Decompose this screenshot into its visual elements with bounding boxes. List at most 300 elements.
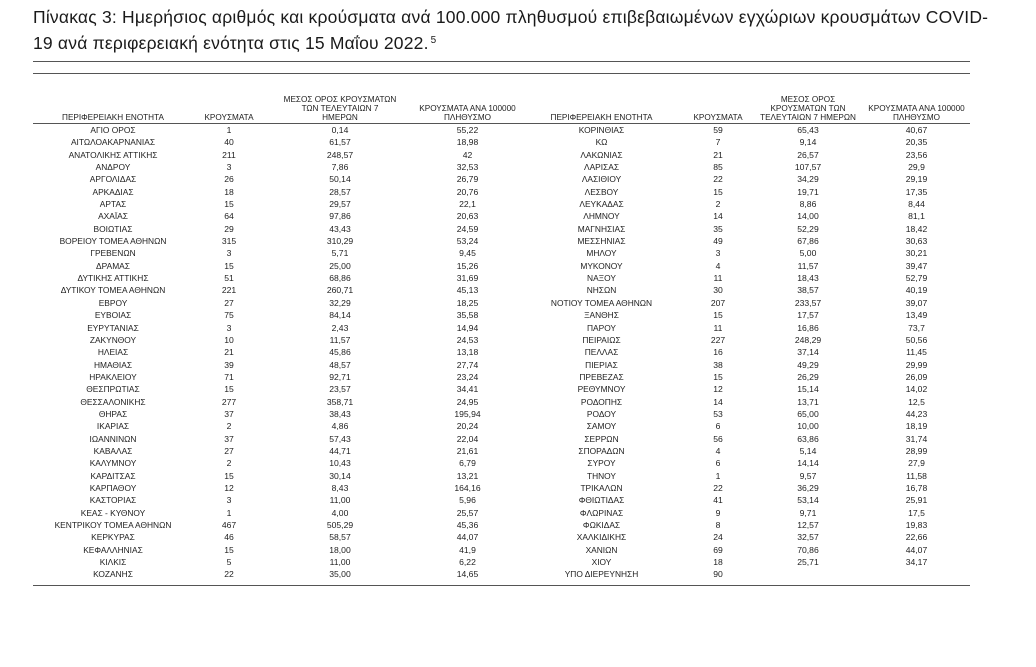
cell-cases-right: 227	[710, 334, 726, 345]
cell-avg7-right: 32,57	[797, 532, 819, 543]
cell-per100k-left: 44,07	[456, 532, 479, 543]
cell-cases-right: 3	[715, 248, 721, 259]
cell-cases-right: 8	[715, 520, 721, 530]
cell-region-left: ΙΚΑΡΙΑΣ	[96, 421, 130, 432]
cell-cases-right: 4	[715, 260, 721, 271]
cell-cases-left: 12	[224, 482, 234, 493]
cell-region-right: ΠΙΕΡΙΑΣ	[585, 359, 618, 370]
cell-avg7-left: 0,14	[331, 125, 349, 135]
cell-cases-right: 11	[713, 322, 723, 333]
cell-per100k-left: 42	[462, 149, 473, 160]
cell-cases-right: 38	[713, 359, 723, 370]
cell-cases-left: 37	[224, 408, 234, 419]
cell-cases-right: 15	[713, 186, 723, 197]
cell-avg7-left: 45,86	[329, 347, 351, 358]
cell-per100k-left: 22,1	[459, 199, 476, 210]
header-avg7-right: ΜΕΣΟΣ ΟΡΟΣ ΚΡΟΥΣΜΑΤΩΝ ΤΩΝ ΤΕΛΕΥΤΑΙΩΝ 7 ΗΜΕΡΩΝ	[753, 95, 863, 124]
cell-cases-left: 18	[224, 186, 234, 197]
cell-per100k-left: 31,69	[456, 273, 479, 284]
table-row	[33, 371, 970, 383]
cell-per100k-left: 20,24	[456, 421, 479, 432]
cell-region-left: ΚΕΦΑΛΛΗΝΙΑΣ	[83, 544, 143, 555]
cell-avg7-right: 26,29	[797, 371, 819, 382]
cell-region-left: ΕΒΡΟΥ	[98, 297, 128, 308]
cell-region-right: ΡΟΔΟΥ	[586, 408, 617, 419]
cell-avg7-right: 8,86	[799, 199, 817, 210]
cell-per100k-left: 13,21	[456, 470, 479, 481]
cell-cases-right: 85	[713, 162, 723, 173]
cell-avg7-right: 67,86	[797, 236, 819, 247]
cell-avg7-right	[753, 568, 863, 580]
cell-avg7-left: 248,57	[326, 149, 354, 160]
cell-cases-left: 27	[224, 297, 234, 308]
cell-avg7-left: 5,71	[331, 248, 349, 259]
cell-cases-right: 24	[713, 532, 723, 543]
cell-per100k-right: 18,42	[905, 223, 928, 234]
cell-cases-right: 6	[715, 458, 721, 469]
cell-cases-left: 15	[224, 260, 234, 271]
cell-cases-right: 21	[713, 149, 723, 160]
cell-region-left: ΔΡΑΜΑΣ	[96, 260, 130, 271]
cell-avg7-left: 310,29	[326, 236, 354, 247]
cell-cases-right: 53	[713, 408, 723, 419]
cell-cases-right: 1	[715, 470, 721, 481]
cell-per100k-right: 50,56	[905, 334, 928, 345]
cell-region-left: ΑΧΑΪΑΣ	[98, 211, 128, 222]
cell-cases-left: 3	[226, 162, 232, 173]
table-row	[33, 124, 970, 137]
cell-cases-right: 35	[713, 223, 723, 234]
cell-per100k-left: 14,65	[456, 569, 479, 580]
cell-per100k-left: 14,94	[456, 322, 479, 333]
cell-region-left: ΑΝΑΤΟΛΙΚΗΣ ΑΤΤΙΚΗΣ	[68, 149, 158, 160]
cell-per100k-right: 31,74	[905, 433, 928, 444]
cell-avg7-right: 12,57	[797, 520, 819, 530]
cell-region-right: ΣΥΡΟΥ	[587, 458, 616, 469]
table-row	[33, 482, 970, 494]
table-row	[33, 309, 970, 321]
cell-avg7-right: 248,29	[794, 334, 822, 345]
table-header-row	[33, 95, 970, 124]
cell-avg7-right: 53,14	[797, 495, 819, 506]
cell-avg7-right: 49,29	[797, 359, 819, 370]
cell-region-right: ΜΑΓΝΗΣΙΑΣ	[577, 223, 626, 234]
cell-region-right: ΚΩ	[595, 137, 608, 148]
cell-cases-left: 221	[221, 285, 237, 296]
cell-avg7-left: 58,57	[329, 532, 351, 543]
cell-region-left: ΚΑΒΑΛΑΣ	[93, 445, 133, 456]
cell-region-right: ΤΡΙΚΑΛΩΝ	[580, 482, 623, 493]
cell-region-left: ΗΛΕΙΑΣ	[97, 347, 129, 358]
cell-avg7-left: 97,86	[329, 211, 351, 222]
cell-per100k-right: 52,79	[905, 273, 928, 284]
cell-cases-right: 22	[713, 482, 723, 493]
cell-cases-left: 467	[221, 520, 237, 530]
cell-region-right: ΧΑΝΙΩΝ	[585, 544, 618, 555]
footnote-marker: 5	[430, 35, 437, 46]
cell-per100k-left: 24,95	[456, 396, 479, 407]
cell-region-left: ΕΥΡΥΤΑΝΙΑΣ	[87, 322, 139, 333]
cell-cases-left: 39	[224, 359, 234, 370]
table-row	[33, 235, 970, 247]
cell-avg7-left: 38,43	[329, 408, 351, 419]
cell-cases-right: 22	[713, 174, 723, 185]
cell-avg7-left: 4,86	[331, 421, 349, 432]
cell-region-right: ΦΘΙΩΤΙΔΑΣ	[578, 495, 625, 506]
cell-cases-right: 11	[713, 273, 723, 284]
cell-region-right: ΣΠΟΡΑΔΩΝ	[578, 445, 625, 456]
table-row	[33, 260, 970, 272]
cell-region-right: ΠΡΕΒΕΖΑΣ	[579, 371, 624, 382]
cell-avg7-right: 9,57	[799, 470, 817, 481]
cell-cases-right: 7	[715, 137, 721, 148]
cell-region-left: ΚΕΝΤΡΙΚΟΥ ΤΟΜΕΑ ΑΘΗΝΩΝ	[54, 520, 172, 530]
cell-cases-left: 315	[221, 236, 237, 247]
cell-region-right: ΜΗΛΟΥ	[586, 248, 617, 259]
table-row	[33, 445, 970, 457]
cell-cases-right: 15	[713, 371, 723, 382]
cell-avg7-right: 233,57	[794, 297, 822, 308]
cell-per100k-left: 9,45	[459, 248, 476, 259]
cell-region-right: ΝΑΞΟΥ	[587, 273, 616, 284]
cell-region-left: ΒΟΙΩΤΙΑΣ	[93, 223, 133, 234]
cell-per100k-left: 164,16	[454, 482, 481, 493]
cell-cases-left: 2	[226, 458, 232, 469]
cell-per100k-left: 24,53	[456, 334, 479, 345]
cell-region-right: ΣΕΡΡΩΝ	[584, 433, 619, 444]
cell-per100k-right: 13,49	[905, 310, 928, 321]
cell-region-left: ΔΥΤΙΚΗΣ ΑΤΤΙΚΗΣ	[77, 273, 149, 284]
cell-region-right: ΠΕΛΛΑΣ	[584, 347, 619, 358]
cell-per100k-right: 29,19	[905, 174, 928, 185]
cell-cases-left: 26	[224, 174, 234, 185]
cell-region-left: ΚΑΛΥΜΝΟΥ	[89, 458, 137, 469]
cell-region-right: ΧΑΛΚΙΔΙΚΗΣ	[576, 532, 627, 543]
cell-cases-right: 15	[713, 310, 723, 321]
cell-avg7-right: 52,29	[797, 223, 819, 234]
header-region-right: ΠΕΡΙΦΕΡΕΙΑΚΗ ΕΝΟΤΗΤΑ	[520, 95, 683, 124]
cell-region-left: ΚΕΑΣ - ΚΥΘΝΟΥ	[80, 507, 146, 518]
cell-avg7-left: 50,14	[329, 174, 351, 185]
cell-region-left: ΓΡΕΒΕΝΩΝ	[90, 248, 136, 259]
cell-avg7-right: 16,86	[797, 322, 819, 333]
cell-avg7-right: 107,57	[794, 162, 822, 173]
cell-cases-right: 41	[713, 495, 723, 506]
cell-cases-left: 5	[226, 557, 232, 568]
cell-per100k-left: 27,74	[456, 359, 479, 370]
cell-region-right: ΛΑΚΩΝΙΑΣ	[580, 149, 623, 160]
cell-avg7-right: 9,14	[799, 137, 817, 148]
cell-cases-right: 14	[713, 211, 723, 222]
cell-cases-right: 90	[713, 569, 723, 580]
cell-region-right: ΡΕΘΥΜΝΟΥ	[577, 384, 626, 395]
table-row	[33, 223, 970, 235]
cell-cases-left: 15	[224, 470, 234, 481]
caption-text: Πίνακας 3: Ημερήσιος αριθμός και κρούσματα ανά 100.000 πληθυσμού επιβεβαιωμένων εγχώριων κρουσμάτων COVID-19 ανά περιφερειακή ενότητα στις 15 Μαΐου 2022.	[33, 7, 989, 53]
cell-avg7-left: 29,57	[329, 199, 351, 210]
cell-avg7-right: 19,71	[797, 186, 819, 197]
cell-avg7-right: 14,14	[797, 458, 819, 469]
cell-avg7-right: 26,57	[797, 149, 819, 160]
cell-region-left: ΒΟΡΕΙΟΥ ΤΟΜΕΑ ΑΘΗΝΩΝ	[59, 236, 167, 247]
cell-region-right: ΣΑΜΟΥ	[586, 421, 617, 432]
cell-per100k-left: 13,18	[456, 347, 479, 358]
cell-per100k-right: 8,44	[908, 199, 925, 210]
table-row	[33, 408, 970, 420]
cell-avg7-right: 5,14	[799, 445, 817, 456]
cell-region-left: ΚΑΡΔΙΤΣΑΣ	[90, 470, 136, 481]
cell-region-right: ΤΗΝΟΥ	[586, 470, 617, 481]
cell-per100k-right: 19,83	[905, 520, 928, 530]
cell-cases-right: 16	[713, 347, 723, 358]
cell-region-right: ΧΙΟΥ	[591, 557, 612, 568]
table-row	[33, 136, 970, 148]
cell-per100k-left: 195,94	[454, 408, 481, 419]
cell-cases-left: 3	[226, 322, 232, 333]
cell-avg7-right: 11,57	[797, 260, 819, 271]
cell-avg7-left: 11,00	[329, 557, 351, 568]
cell-per100k-right: 30,21	[905, 248, 928, 259]
cell-avg7-left: 25,00	[329, 260, 351, 271]
cell-per100k-left: 15,26	[456, 260, 479, 271]
cell-cases-left: 15	[224, 544, 234, 555]
cell-avg7-right: 65,00	[797, 408, 819, 419]
cell-per100k-right: 14,02	[905, 384, 928, 395]
cell-per100k-right: 11,45	[906, 347, 927, 358]
cell-cases-left: 211	[222, 149, 236, 160]
cell-region-left: ΙΩΑΝΝΙΝΩΝ	[89, 433, 137, 444]
cell-cases-right: 30	[713, 285, 723, 296]
cell-region-left: ΘΗΡΑΣ	[98, 408, 128, 419]
cell-per100k-right: 44,23	[905, 408, 928, 419]
cell-per100k-left: 25,57	[456, 507, 479, 518]
cell-per100k-right: 30,63	[905, 236, 928, 247]
cell-per100k-left: 5,96	[459, 495, 476, 506]
cell-region-right: ΦΛΩΡΙΝΑΣ	[579, 507, 624, 518]
table-row	[33, 198, 970, 210]
cell-cases-right: 59	[713, 125, 723, 135]
table-row	[33, 420, 970, 432]
cell-cases-right: 4	[715, 445, 721, 456]
cell-per100k-left: 23,24	[456, 371, 479, 382]
cell-region-right: ΛΑΡΙΣΑΣ	[583, 162, 620, 173]
cell-per100k-right: 44,07	[905, 544, 928, 555]
cell-cases-left: 277	[221, 396, 237, 407]
cell-avg7-left: 23,57	[329, 384, 351, 395]
cell-avg7-left: 11,57	[329, 334, 351, 345]
cell-region-left: ΖΑΚΥΝΘΟΥ	[89, 334, 137, 345]
cell-per100k-left: 24,59	[456, 223, 479, 234]
cell-avg7-right: 18,43	[797, 273, 819, 284]
table-caption	[33, 6, 993, 55]
cell-region-left: ΘΕΣΣΑΛΟΝΙΚΗΣ	[80, 396, 146, 407]
table-row	[33, 359, 970, 371]
cell-cases-left: 1	[226, 507, 232, 518]
cell-per100k-right: 11,58	[906, 470, 927, 481]
table-row	[33, 433, 970, 445]
cell-region-right: ΚΟΡΙΝΘΙΑΣ	[578, 125, 625, 135]
cell-region-left: ΗΜΑΘΙΑΣ	[93, 359, 133, 370]
header-per100k-right: ΚΡΟΥΣΜΑΤΑ ΑΝΑ 100000 ΠΛΗΘΥΣΜΟ	[863, 95, 970, 124]
cell-cases-right: 49	[713, 236, 723, 247]
table-row	[33, 556, 970, 568]
cell-cases-right: 207	[710, 297, 726, 308]
cell-avg7-left: 505,29	[326, 520, 354, 530]
cell-cases-left: 1	[226, 125, 232, 135]
cell-region-right: ΡΟΔΟΠΗΣ	[580, 396, 623, 407]
cell-per100k-left: 34,41	[456, 384, 479, 395]
covid-cases-table	[33, 95, 970, 581]
table-row	[33, 149, 970, 161]
cell-cases-left: 71	[224, 371, 234, 382]
cell-region-right: ΛΑΣΙΘΙΟΥ	[581, 174, 622, 185]
table-row	[33, 396, 970, 408]
cell-avg7-left: 18,00	[329, 544, 351, 555]
cell-per100k-left: 35,58	[456, 310, 479, 321]
cell-avg7-right: 37,14	[797, 347, 819, 358]
cell-avg7-right: 63,86	[797, 433, 819, 444]
cell-avg7-left: 57,43	[329, 433, 351, 444]
cell-per100k-left: 20,76	[456, 186, 479, 197]
table-row	[33, 161, 970, 173]
cell-region-right: ΛΕΥΚΑΔΑΣ	[579, 199, 624, 210]
cell-cases-right: 18	[713, 557, 723, 568]
cell-cases-left: 2	[226, 421, 232, 432]
table-row	[33, 334, 970, 346]
cell-region-left: ΚΟΖΑΝΗΣ	[93, 569, 133, 580]
cell-per100k-left: 53,24	[456, 236, 479, 247]
table-row	[33, 173, 970, 185]
cell-region-left: ΑΓΙΟ ΟΡΟΣ	[90, 125, 136, 135]
table-row	[33, 531, 970, 543]
cell-avg7-left: 44,71	[329, 445, 351, 456]
cell-avg7-left: 43,43	[329, 223, 351, 234]
cell-region-right: ΦΩΚΙΔΑΣ	[582, 520, 621, 530]
cell-per100k-left: 41,9	[459, 544, 476, 555]
header-avg7-left: ΜΕΣΟΣ ΟΡΟΣ ΚΡΟΥΣΜΑΤΩΝ ΤΩΝ ΤΕΛΕΥΤΑΙΩΝ 7 ΗΜΕΡΩΝ	[265, 95, 415, 124]
cell-cases-left: 22	[224, 569, 234, 580]
cell-cases-left: 51	[224, 273, 234, 284]
cell-avg7-left: 35,00	[329, 569, 351, 580]
cell-avg7-right: 10,00	[797, 421, 819, 432]
cell-per100k-left: 22,04	[456, 433, 479, 444]
cell-per100k-right: 81,1	[908, 211, 925, 222]
cell-per100k-right: 18,19	[905, 421, 928, 432]
cell-per100k-left: 55,22	[456, 125, 479, 135]
cell-per100k-right: 34,17	[905, 557, 928, 568]
cell-avg7-left: 10,43	[329, 458, 351, 469]
cell-per100k-right: 16,78	[905, 482, 928, 493]
cell-region-left: ΚΑΡΠΑΘΟΥ	[89, 482, 137, 493]
cell-cases-left: 10	[224, 334, 234, 345]
cell-per100k-left: 45,36	[456, 520, 479, 530]
cell-per100k-left: 18,25	[456, 297, 479, 308]
cell-region-right: ΜΥΚΟΝΟΥ	[580, 260, 623, 271]
cell-per100k-left: 45,13	[456, 285, 479, 296]
table-row	[33, 568, 970, 580]
bottom-rule	[33, 585, 970, 586]
cell-per100k-left: 18,98	[456, 137, 479, 148]
cell-avg7-left: 260,71	[326, 285, 354, 296]
cell-cases-left: 3	[226, 495, 232, 506]
cell-avg7-right: 14,00	[797, 211, 819, 222]
cell-region-right: ΝΗΣΩΝ	[586, 285, 617, 296]
table-row	[33, 210, 970, 222]
cell-per100k-left: 21,61	[456, 445, 479, 456]
cell-cases-left: 64	[224, 211, 234, 222]
cell-per100k-right: 73,7	[908, 322, 925, 333]
cell-avg7-left: 2,43	[331, 322, 349, 333]
cell-cases-right: 12	[713, 384, 723, 395]
table-row	[33, 383, 970, 395]
table-row	[33, 297, 970, 309]
cell-per100k-right: 39,07	[905, 297, 928, 308]
cell-cases-left: 29	[224, 223, 234, 234]
cell-region-left: ΔΥΤΙΚΟΥ ΤΟΜΕΑ ΑΘΗΝΩΝ	[60, 285, 166, 296]
table-row	[33, 507, 970, 519]
cell-region-left: ΚΕΡΚΥΡΑΣ	[91, 532, 135, 543]
cell-cases-left: 3	[226, 248, 232, 259]
table-row	[33, 284, 970, 296]
cell-region-left: ΚΑΣΤΟΡΙΑΣ	[89, 495, 137, 506]
cell-avg7-left: 68,86	[329, 273, 351, 284]
cell-per100k-right: 27,9	[908, 458, 925, 469]
header-cases-right: ΚΡΟΥΣΜΑΤΑ	[683, 95, 753, 124]
cell-region-right: ΞΑΝΘΗΣ	[584, 310, 619, 321]
cell-avg7-left: 84,14	[329, 310, 351, 321]
cell-per100k-right: 17,35	[905, 186, 928, 197]
table-body	[33, 124, 970, 581]
cell-per100k-right: 12,5	[908, 396, 925, 407]
cell-region-right: ΛΗΜΝΟΥ	[583, 211, 620, 222]
table-row	[33, 494, 970, 506]
table-row	[33, 519, 970, 531]
cell-region-right: ΠΑΡΟΥ	[586, 322, 617, 333]
cell-cases-left: 21	[224, 347, 234, 358]
cell-region-left: ΑΡΤΑΣ	[99, 199, 127, 210]
cell-region-right: ΥΠΟ ΔΙΕΡΕΥΝΗΣΗ	[564, 569, 639, 580]
cell-cases-left: 15	[224, 384, 234, 395]
cell-avg7-right: 15,14	[797, 384, 819, 395]
cell-cases-left: 15	[224, 199, 234, 210]
table-row	[33, 544, 970, 556]
cell-avg7-left: 11,00	[329, 495, 351, 506]
cell-per100k-left: 32,53	[456, 162, 479, 173]
cell-cases-left: 75	[224, 310, 234, 321]
cell-per100k-right: 25,91	[905, 495, 928, 506]
cell-region-left: ΗΡΑΚΛΕΙΟΥ	[89, 371, 137, 382]
cell-per100k-right: 23,56	[905, 149, 928, 160]
cell-region-left: ΑΝΔΡΟΥ	[95, 162, 131, 173]
cell-avg7-left: 8,43	[331, 482, 349, 493]
table-row	[33, 247, 970, 259]
cell-region-right: ΠΕΙΡΑΙΩΣ	[582, 334, 621, 345]
header-region-left: ΠΕΡΙΦΕΡΕΙΑΚΗ ΕΝΟΤΗΤΑ	[33, 95, 193, 124]
cell-per100k-left: 20,63	[456, 211, 479, 222]
cell-cases-left: 27	[224, 445, 234, 456]
cell-per100k-left: 6,22	[459, 557, 476, 568]
cell-avg7-right: 38,57	[797, 285, 819, 296]
top-rule	[33, 61, 970, 62]
cell-avg7-right: 34,29	[797, 174, 819, 185]
cell-region-right: ΛΕΣΒΟΥ	[584, 186, 619, 197]
cell-cases-right: 6	[715, 421, 721, 432]
header-per100k-left: ΚΡΟΥΣΜΑΤΑ ΑΝΑ 100000 ΠΛΗΘΥΣΜΟ	[415, 95, 520, 124]
table-row	[33, 186, 970, 198]
cell-avg7-left: 358,71	[326, 396, 354, 407]
cell-per100k-right: 26,09	[905, 371, 928, 382]
cell-cases-left: 46	[224, 532, 234, 543]
